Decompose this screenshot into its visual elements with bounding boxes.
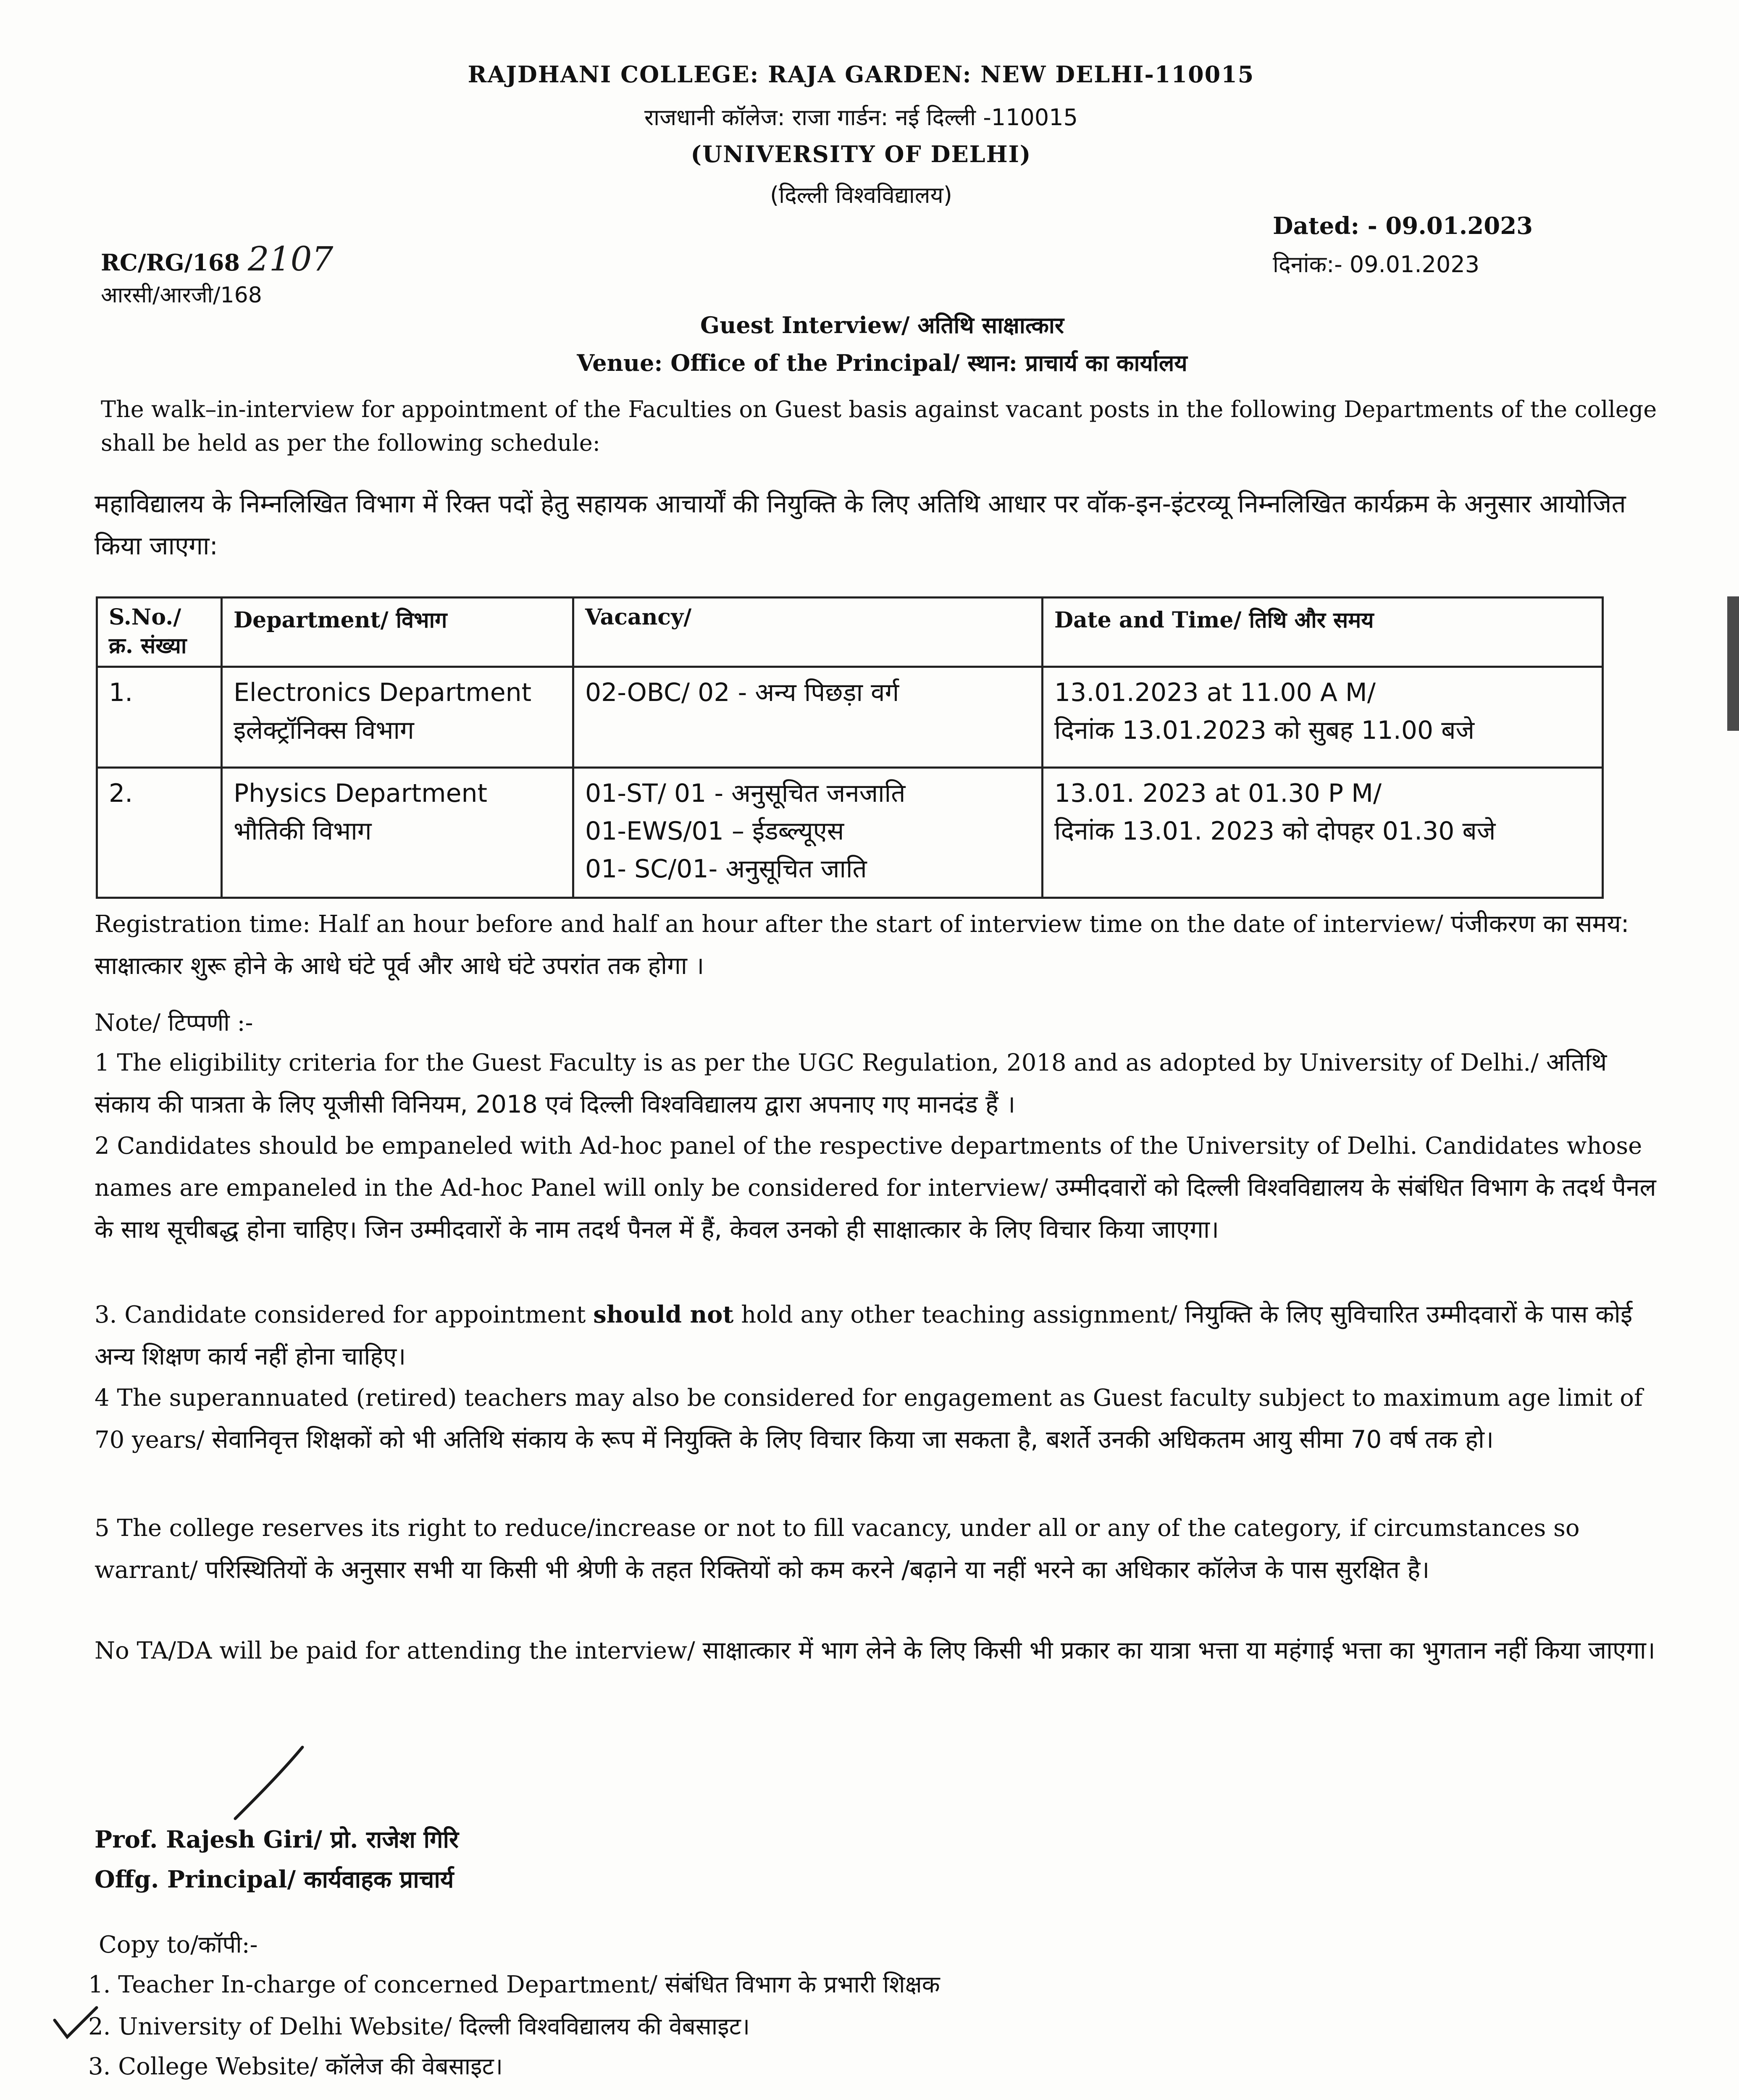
dept-en: Electronics Department	[234, 678, 532, 707]
schedule-table	[96, 596, 1604, 899]
note-en-pre: 3. Candidate considered for appointment	[95, 1301, 586, 1328]
ref-number	[101, 239, 333, 278]
cell-sno: 2.	[97, 768, 222, 898]
copy-to-item: 2. University of Delhi Website/ दिल्ली विश्वविद्यालय की वेबसाइट।	[88, 2013, 750, 2040]
col-datetime: Date and Time/ तिथि और समय	[1043, 598, 1603, 667]
table-header-row	[97, 598, 1603, 667]
note-3	[95, 1294, 1668, 1378]
vacancy-line: 01- SC/01- अनुसूचित जाति	[585, 854, 867, 884]
note-2	[95, 1126, 1668, 1251]
datetime-en: 13.01.2023 at 11.00 A M/	[1054, 678, 1376, 707]
university-en: (UNIVERSITY OF DELHI)	[691, 141, 1032, 168]
dept-en: Physics Department	[234, 779, 488, 808]
datetime-hi: दिनांक 13.01.2023 को सुबह 11.00 बजे	[1054, 716, 1475, 745]
college-name-hi: राजधानी कॉलेज: राजा गार्डन: नई दिल्ली -110015	[644, 104, 1078, 131]
note-en: 5 The college reserves its right to reduce/increase or not to fill vacancy, under all or any of the category, if circumstances so warrant/	[95, 1515, 1580, 1584]
cell-department	[222, 667, 573, 768]
note-hi: साक्षात्कार में भाग लेने के लिए किसी भी प्रकार का यात्रा भत्ता या महंगाई भत्ता का भुगतान नहीं किया जाएगा।	[702, 1636, 1655, 1664]
vacancy-line: 02-OBC/ 02 - अन्य पिछड़ा वर्ग	[585, 678, 899, 707]
copy-to-item: 3. College Website/ कॉलेज की वेबसाइट।	[88, 2053, 503, 2080]
signatory-name: Prof. Rajesh Giri/ प्रो. राजेश गिरि	[95, 1826, 459, 1853]
cell-vacancy	[573, 667, 1043, 768]
note-label: Note/ टिप्पणी :-	[95, 1009, 253, 1037]
vacancy-line: 01-ST/ 01 - अनुसूचित जनजाति	[585, 779, 906, 808]
ref-number-hi: आरसी/आरजी/168	[101, 283, 262, 308]
note-en: 1 The eligibility criteria for the Guest Faculty is as per the UGC Regulation, 2018 and as adopted by University of Delhi./	[95, 1049, 1539, 1076]
cell-department	[222, 768, 573, 898]
intro-hi: महाविद्यालय के निम्नलिखित विभाग में रिक्त पदों हेतु सहायक आचार्यों की नियुक्ति के लिए अतिथि आधार पर वॉक-इन-इंटरव्यू निम्नलिखित कार्यक्रम के अनुसार आयोजित किया जाएगा:	[95, 489, 1626, 561]
ref-number-handwritten: 2107	[247, 239, 334, 278]
note-en: 4 The superannuated (retired) teachers may also be considered for engagement as Guest faculty subject to maximum age limit of 70 years/	[95, 1384, 1643, 1454]
ref-number-en: RC/RG/168	[101, 249, 240, 276]
checkmark-icon	[50, 2003, 101, 2041]
note-hi: नियुक्ति के लिए सुविचारित उम्मीदवारों के पास कोई अन्य शिक्षण कार्य नहीं होना चाहिए।	[95, 1300, 1633, 1370]
cell-sno: 1.	[97, 667, 222, 768]
cell-datetime	[1043, 667, 1603, 768]
dept-hi: भौतिकी विभाग	[234, 816, 372, 846]
note-hi: अतिथि संकाय की पात्रता के लिए यूजीसी विनियम, 2018 एवं दिल्ली विश्वविद्यालय द्वारा अपनाए गए मानदंड हैं ।	[95, 1048, 1607, 1118]
dated-en: Dated: - 09.01.2023	[1273, 212, 1533, 240]
table-row	[97, 667, 1603, 768]
cell-vacancy	[573, 768, 1043, 898]
registration-hi: पंजीकरण का समय: साक्षात्कार शुरू होने के आधे घंटे पूर्व और आधे घंटे उपरांत तक होगा ।	[95, 909, 1629, 980]
dated-hi: दिनांक:- 09.01.2023	[1273, 251, 1480, 278]
note-en-bold: should not	[593, 1301, 734, 1328]
note-en: 2 Candidates should be empaneled with Ad-hoc panel of the respective departments of the University of Delhi. Candidates whose names are empaneled in the Ad-hoc Panel will only be considered for interview/	[95, 1132, 1642, 1202]
registration-en: Registration time: Half an hour before and half an hour after the start of interview time on the date of interview/	[95, 911, 1443, 938]
university-hi: (दिल्ली विश्वविद्यालय)	[770, 182, 952, 208]
col-sno: S.No./ क्र. संख्या	[97, 598, 222, 667]
note-4	[95, 1378, 1668, 1461]
registration-text	[95, 903, 1668, 987]
college-name-en: RAJDHANI COLLEGE: RAJA GARDEN: NEW DELHI-110015	[468, 61, 1255, 88]
subject-venue: Venue: Office of the Principal/ स्थान: प्राचार्य का कार्यालय	[577, 349, 1187, 376]
note-hi: परिस्थितियों के अनुसार सभी या किसी भी श्रेणी के तहत रिक्तियों को कम करने /बढ़ाने या नहीं भरने का अधिकार कॉलेज के पास सुरक्षित है।	[205, 1555, 1430, 1584]
table-row	[97, 768, 1603, 898]
intro-en: The walk–in-interview for appointment of the Faculties on Guest basis against vacant posts in the following Departments of the college shall be held as per the following schedule:	[101, 396, 1657, 456]
note-1	[95, 1042, 1668, 1126]
vacancy-line: 01-EWS/01 – ईडब्ल्यूएस	[585, 816, 844, 846]
signatory-designation: Offg. Principal/ कार्यवाहक प्राचार्य	[95, 1866, 454, 1893]
note-5	[95, 1508, 1668, 1591]
cell-datetime	[1043, 768, 1603, 898]
subject-title: Guest Interview/ अतिथि साक्षात्कार	[700, 312, 1064, 339]
signature-mark	[218, 1743, 319, 1823]
copy-to-label: Copy to/कॉपी:-	[99, 1931, 258, 1958]
copy-to-item: 1. Teacher In-charge of concerned Department/ संबंधित विभाग के प्रभारी शिक्षक	[88, 1971, 940, 1998]
note-hi: सेवानिवृत्त शिक्षकों को भी अतिथि संकाय के रूप में नियुक्ति के लिए विचार किया जा सकता है, बशर्ते उनकी अधिकतम आयु सीमा 70 वर्ष तक हो।	[212, 1425, 1494, 1454]
note-en: No TA/DA will be paid for attending the interview/	[95, 1637, 695, 1664]
note-en-post: hold any other teaching assignment/	[741, 1301, 1177, 1328]
note-ta-da	[95, 1630, 1668, 1672]
datetime-en: 13.01. 2023 at 01.30 P M/	[1054, 779, 1382, 808]
col-department: Department/ विभाग	[222, 598, 573, 667]
col-vacancy: Vacancy/	[573, 598, 1043, 667]
dept-hi: इलेक्ट्रॉनिक्स विभाग	[234, 716, 414, 745]
scan-edge	[1727, 596, 1739, 731]
datetime-hi: दिनांक 13.01. 2023 को दोपहर 01.30 बजे	[1054, 816, 1496, 846]
note-hi: उम्मीदवारों को दिल्ली विश्वविद्यालय के संबंधित विभाग के तदर्थ पैनल के साथ सूचीबद्ध होना चाहिए। जिन उम्मीदवारों के नाम तदर्थ पैनल में हैं, केवल उनको ही साक्षात्कार के लिए विचार किया जाएगा।	[95, 1173, 1656, 1244]
